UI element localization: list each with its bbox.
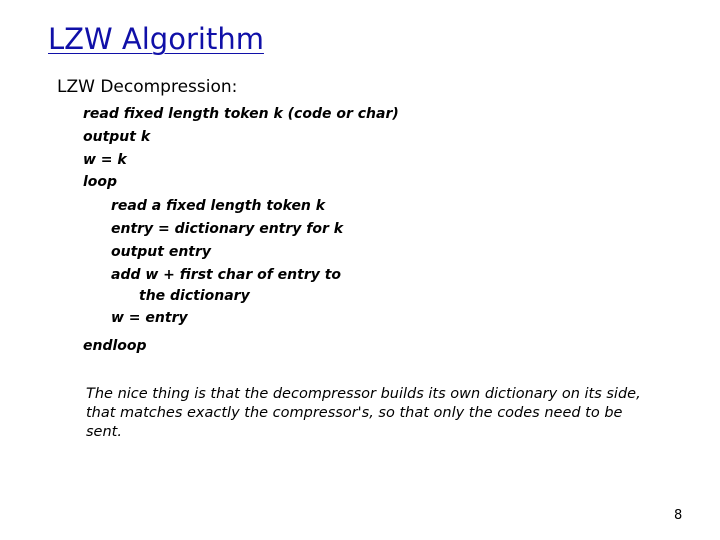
code-line: read a fixed length token k <box>111 198 326 214</box>
code-line: w = k <box>83 152 127 168</box>
page-number: 8 <box>674 508 683 523</box>
code-line: entry = dictionary entry for k <box>111 221 344 237</box>
code-line: add w + first char of entry to <box>111 267 342 283</box>
code-line: read fixed length token k (code or char) <box>83 106 399 122</box>
explanation-text: The nice thing is that the decompressor builds its own dictionary on its side, that matches exactly the compressor's, so that only the codes need to be sent. <box>86 386 641 440</box>
code-line: output k <box>83 129 151 145</box>
code-line: output entry <box>111 244 212 260</box>
code-line: w = entry <box>111 310 188 326</box>
slide-title: LZW Algorithm <box>48 22 264 56</box>
code-line: loop <box>83 174 118 190</box>
slide-subtitle: LZW Decompression: <box>57 77 238 97</box>
code-line: the dictionary <box>139 288 250 304</box>
code-line: endloop <box>83 338 147 354</box>
